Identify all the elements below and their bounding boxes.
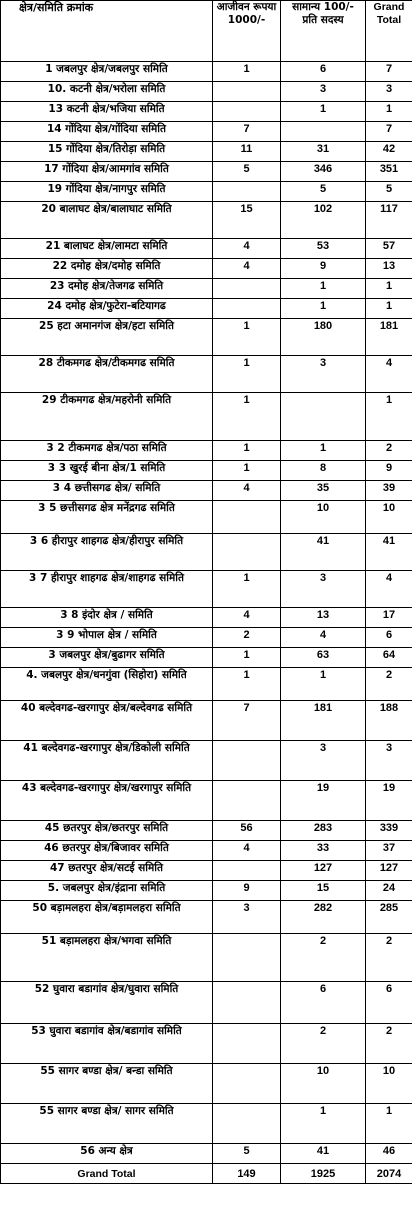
row-lifetime: 3 xyxy=(213,901,281,934)
row-general: 1 xyxy=(281,299,366,319)
row-total: 7 xyxy=(366,122,412,142)
table-row xyxy=(1,881,412,901)
row-general: 13 xyxy=(281,608,366,628)
row-general: 9 xyxy=(281,259,366,279)
table-row xyxy=(1,356,412,393)
row-total: 2 xyxy=(366,668,412,701)
table-row xyxy=(1,481,412,501)
row-total: 6 xyxy=(366,982,412,1024)
row-general: 10 xyxy=(281,1064,366,1104)
row-lifetime: 11 xyxy=(213,142,281,162)
row-general: 346 xyxy=(281,162,366,182)
row-name: 51 बड़ामलहरा क्षेत्र/भगवा समिति xyxy=(1,934,213,982)
row-general: 102 xyxy=(281,202,366,239)
row-total: 339 xyxy=(366,821,412,841)
row-name: 3 8 इंदोर क्षेत्र / समिति xyxy=(1,608,213,628)
row-general: 35 xyxy=(281,481,366,501)
row-general: 33 xyxy=(281,841,366,861)
table-row xyxy=(1,182,412,202)
row-total: 2 xyxy=(366,441,412,461)
row-name: 53 घुवारा बडागांव क्षेत्र/बडागांव समिति xyxy=(1,1024,213,1064)
row-name: 13 कटनी क्षेत्र/भजिया समिति xyxy=(1,102,213,122)
row-general: 127 xyxy=(281,861,366,881)
row-general: 63 xyxy=(281,648,366,668)
row-name: 17 गोंदिया क्षेत्र/आमगांव समिति xyxy=(1,162,213,182)
row-name: 3 7 हीरापुर शाहगढ क्षेत्र/शाहगढ समिति xyxy=(1,571,213,608)
table-row xyxy=(1,628,412,648)
row-name: 50 बड़ामलहरा क्षेत्र/बड़ामलहरा समिति xyxy=(1,901,213,934)
row-name: 55 सागर बण्डा क्षेत्र/ सागर समिति xyxy=(1,1104,213,1144)
row-general: 6 xyxy=(281,982,366,1024)
row-lifetime: 1 xyxy=(213,668,281,701)
table-row xyxy=(1,122,412,142)
table-row xyxy=(1,982,412,1024)
row-general: 181 xyxy=(281,701,366,741)
row-general: 1 xyxy=(281,279,366,299)
row-total: 351 xyxy=(366,162,412,182)
row-total: 127 xyxy=(366,861,412,881)
row-general: 180 xyxy=(281,319,366,356)
row-name: 25 हटा अमानगंज क्षेत्र/हटा समिति xyxy=(1,319,213,356)
row-lifetime: 7 xyxy=(213,122,281,142)
grand-total-label: Grand Total xyxy=(1,1164,213,1184)
row-name: 10. कटनी क्षेत्र/भरोला समिति xyxy=(1,82,213,102)
table-row xyxy=(1,82,412,102)
row-lifetime xyxy=(213,781,281,821)
row-lifetime xyxy=(213,279,281,299)
row-total: 4 xyxy=(366,571,412,608)
row-lifetime: 1 xyxy=(213,648,281,668)
row-lifetime: 4 xyxy=(213,259,281,279)
row-lifetime: 4 xyxy=(213,841,281,861)
row-lifetime xyxy=(213,501,281,534)
row-lifetime xyxy=(213,299,281,319)
row-name: 45 छतरपुर क्षेत्र/छतरपुर समिति xyxy=(1,821,213,841)
table-row xyxy=(1,608,412,628)
row-general: 3 xyxy=(281,356,366,393)
row-general: 53 xyxy=(281,239,366,259)
table-row xyxy=(1,1104,412,1144)
row-total: 17 xyxy=(366,608,412,628)
row-general: 3 xyxy=(281,741,366,781)
row-lifetime: 1 xyxy=(213,393,281,441)
table-row xyxy=(1,1064,412,1104)
table-row xyxy=(1,279,412,299)
table-row xyxy=(1,701,412,741)
table-row xyxy=(1,934,412,982)
row-total: 9 xyxy=(366,461,412,481)
row-lifetime: 1 xyxy=(213,356,281,393)
row-name: 3 9 भोपाल क्षेत्र / समिति xyxy=(1,628,213,648)
row-total: 6 xyxy=(366,628,412,648)
row-total: 46 xyxy=(366,1144,412,1164)
row-total: 10 xyxy=(366,501,412,534)
row-total: 19 xyxy=(366,781,412,821)
row-total: 3 xyxy=(366,82,412,102)
row-name: 22 दमोह क्षेत्र/दमोह समिति xyxy=(1,259,213,279)
header-lifetime: आजीवन रूपया 1000/- xyxy=(213,1,281,62)
row-general: 4 xyxy=(281,628,366,648)
row-total: 4 xyxy=(366,356,412,393)
row-total: 39 xyxy=(366,481,412,501)
row-lifetime: 4 xyxy=(213,608,281,628)
table-row xyxy=(1,821,412,841)
table-row xyxy=(1,142,412,162)
row-name: 24 दमोह क्षेत्र/फुटेरा-बटियागढ xyxy=(1,299,213,319)
header-total: Grand Total xyxy=(366,1,412,62)
row-lifetime xyxy=(213,982,281,1024)
header-name: क्षेत्र/समिति क्रमांक xyxy=(1,1,213,62)
table-row xyxy=(1,668,412,701)
row-total: 2 xyxy=(366,1024,412,1064)
row-general: 15 xyxy=(281,881,366,901)
row-total: 7 xyxy=(366,62,412,82)
table-row xyxy=(1,62,412,82)
row-lifetime xyxy=(213,182,281,202)
row-lifetime: 15 xyxy=(213,202,281,239)
row-name: 41 बल्देवगढ-खरगापुर क्षेत्र/डिकोली समिति xyxy=(1,741,213,781)
row-lifetime: 7 xyxy=(213,701,281,741)
table-row xyxy=(1,501,412,534)
table-row xyxy=(1,299,412,319)
row-name: 43 बल्देवगढ-खरगापुर क्षेत्र/खरगापुर समिति xyxy=(1,781,213,821)
row-lifetime: 1 xyxy=(213,62,281,82)
row-name: 23 दमोह क्षेत्र/तेजगढ समिति xyxy=(1,279,213,299)
row-general: 41 xyxy=(281,1144,366,1164)
row-general xyxy=(281,122,366,142)
row-name: 46 छतरपुर क्षेत्र/बिजावर समिति xyxy=(1,841,213,861)
row-general: 10 xyxy=(281,501,366,534)
table-row xyxy=(1,441,412,461)
table-row xyxy=(1,1144,412,1164)
row-general: 282 xyxy=(281,901,366,934)
row-name: 28 टीकमगढ क्षेत्र/टीकमगढ समिति xyxy=(1,356,213,393)
table-row xyxy=(1,393,412,441)
row-general: 1 xyxy=(281,102,366,122)
row-lifetime xyxy=(213,934,281,982)
table-row xyxy=(1,259,412,279)
row-total: 188 xyxy=(366,701,412,741)
table-row xyxy=(1,162,412,182)
row-general: 5 xyxy=(281,182,366,202)
row-total: 3 xyxy=(366,741,412,781)
row-total: 64 xyxy=(366,648,412,668)
row-name: 3 6 हीरापुर शाहगढ क्षेत्र/हीरापुर समिति xyxy=(1,534,213,571)
row-lifetime: 4 xyxy=(213,481,281,501)
row-general: 1 xyxy=(281,668,366,701)
row-lifetime xyxy=(213,1024,281,1064)
row-lifetime: 56 xyxy=(213,821,281,841)
table-row xyxy=(1,239,412,259)
row-name: 14 गोंदिया क्षेत्र/गोंदिया समिति xyxy=(1,122,213,142)
row-name: 3 5 छत्तीसगढ क्षेत्र मनेंद्रगढ समिति xyxy=(1,501,213,534)
table-row xyxy=(1,534,412,571)
row-total: 41 xyxy=(366,534,412,571)
row-lifetime xyxy=(213,82,281,102)
row-name: 3 3 खुरई बीना क्षेत्र/1 समिति xyxy=(1,461,213,481)
row-name: 3 4 छत्तीसगढ क्षेत्र/ समिति xyxy=(1,481,213,501)
row-general: 1 xyxy=(281,441,366,461)
row-total: 42 xyxy=(366,142,412,162)
table-row xyxy=(1,781,412,821)
row-name: 56 अन्य क्षेत्र xyxy=(1,1144,213,1164)
table-row xyxy=(1,1024,412,1064)
row-general: 6 xyxy=(281,62,366,82)
row-general: 3 xyxy=(281,571,366,608)
row-general: 3 xyxy=(281,82,366,102)
row-total: 1 xyxy=(366,279,412,299)
row-total: 57 xyxy=(366,239,412,259)
row-general: 2 xyxy=(281,934,366,982)
row-total: 181 xyxy=(366,319,412,356)
row-name: 1 जबलपुर क्षेत्र/जबलपुर समिति xyxy=(1,62,213,82)
table-row xyxy=(1,741,412,781)
row-total: 1 xyxy=(366,393,412,441)
row-name: 3 जबलपुर क्षेत्र/बुढागर समिति xyxy=(1,648,213,668)
table-row xyxy=(1,319,412,356)
row-total: 10 xyxy=(366,1064,412,1104)
row-general: 8 xyxy=(281,461,366,481)
row-general xyxy=(281,393,366,441)
row-general: 2 xyxy=(281,1024,366,1064)
row-name: 19 गोंदिया क्षेत्र/नागपुर समिति xyxy=(1,182,213,202)
row-name: 29 टीकमगढ क्षेत्र/महरोनी समिति xyxy=(1,393,213,441)
row-lifetime xyxy=(213,1104,281,1144)
row-name: 15 गोंदिया क्षेत्र/तिरोड़ा समिति xyxy=(1,142,213,162)
row-lifetime: 5 xyxy=(213,1144,281,1164)
row-total: 24 xyxy=(366,881,412,901)
row-general: 1 xyxy=(281,1104,366,1144)
row-name: 47 छतरपुर क्षेत्र/सटई समिति xyxy=(1,861,213,881)
table-row xyxy=(1,102,412,122)
row-total: 1 xyxy=(366,299,412,319)
row-general: 283 xyxy=(281,821,366,841)
row-name: 40 बल्देवगढ-खरगापुर क्षेत्र/बल्देवगढ समिति xyxy=(1,701,213,741)
table-row xyxy=(1,202,412,239)
row-lifetime: 1 xyxy=(213,319,281,356)
row-name: 4. जबलपुर क्षेत्र/धनगुंवा (सिहोरा) समिति xyxy=(1,668,213,701)
row-lifetime xyxy=(213,741,281,781)
row-lifetime xyxy=(213,102,281,122)
row-lifetime: 1 xyxy=(213,461,281,481)
row-total: 117 xyxy=(366,202,412,239)
row-lifetime: 1 xyxy=(213,441,281,461)
row-lifetime: 4 xyxy=(213,239,281,259)
row-total: 5 xyxy=(366,182,412,202)
row-total: 1 xyxy=(366,1104,412,1144)
table-row xyxy=(1,648,412,668)
row-lifetime xyxy=(213,534,281,571)
row-general: 19 xyxy=(281,781,366,821)
row-general: 41 xyxy=(281,534,366,571)
row-total: 13 xyxy=(366,259,412,279)
table-row xyxy=(1,861,412,881)
grand-total-lifetime: 149 xyxy=(213,1164,281,1184)
row-lifetime: 5 xyxy=(213,162,281,182)
header-row xyxy=(1,1,412,62)
row-lifetime: 1 xyxy=(213,571,281,608)
grand-total-general: 1925 xyxy=(281,1164,366,1184)
row-name: 20 बालाघट क्षेत्र/बालाघाट समिति xyxy=(1,202,213,239)
row-total: 1 xyxy=(366,102,412,122)
grand-total-total: 2074 xyxy=(366,1164,412,1184)
row-name: 5. जबलपुर क्षेत्र/इंद्राना समिति xyxy=(1,881,213,901)
row-name: 52 घुवारा बडागांव क्षेत्र/घुवारा समिति xyxy=(1,982,213,1024)
row-lifetime xyxy=(213,861,281,881)
row-general: 31 xyxy=(281,142,366,162)
row-name: 21 बालाघट क्षेत्र/लामटा समिति xyxy=(1,239,213,259)
table-row xyxy=(1,901,412,934)
grand-total-row xyxy=(1,1164,412,1184)
row-total: 285 xyxy=(366,901,412,934)
row-lifetime: 9 xyxy=(213,881,281,901)
row-total: 37 xyxy=(366,841,412,861)
table-row xyxy=(1,461,412,481)
header-general: सामान्य 100/- प्रति सदस्य xyxy=(281,1,366,62)
row-lifetime xyxy=(213,1064,281,1104)
row-name: 55 सागर बण्डा क्षेत्र/ बन्डा समिति xyxy=(1,1064,213,1104)
row-name: 3 2 टीकमगढ क्षेत्र/पठा समिति xyxy=(1,441,213,461)
table-row xyxy=(1,841,412,861)
row-lifetime: 2 xyxy=(213,628,281,648)
row-total: 2 xyxy=(366,934,412,982)
table-row xyxy=(1,571,412,608)
